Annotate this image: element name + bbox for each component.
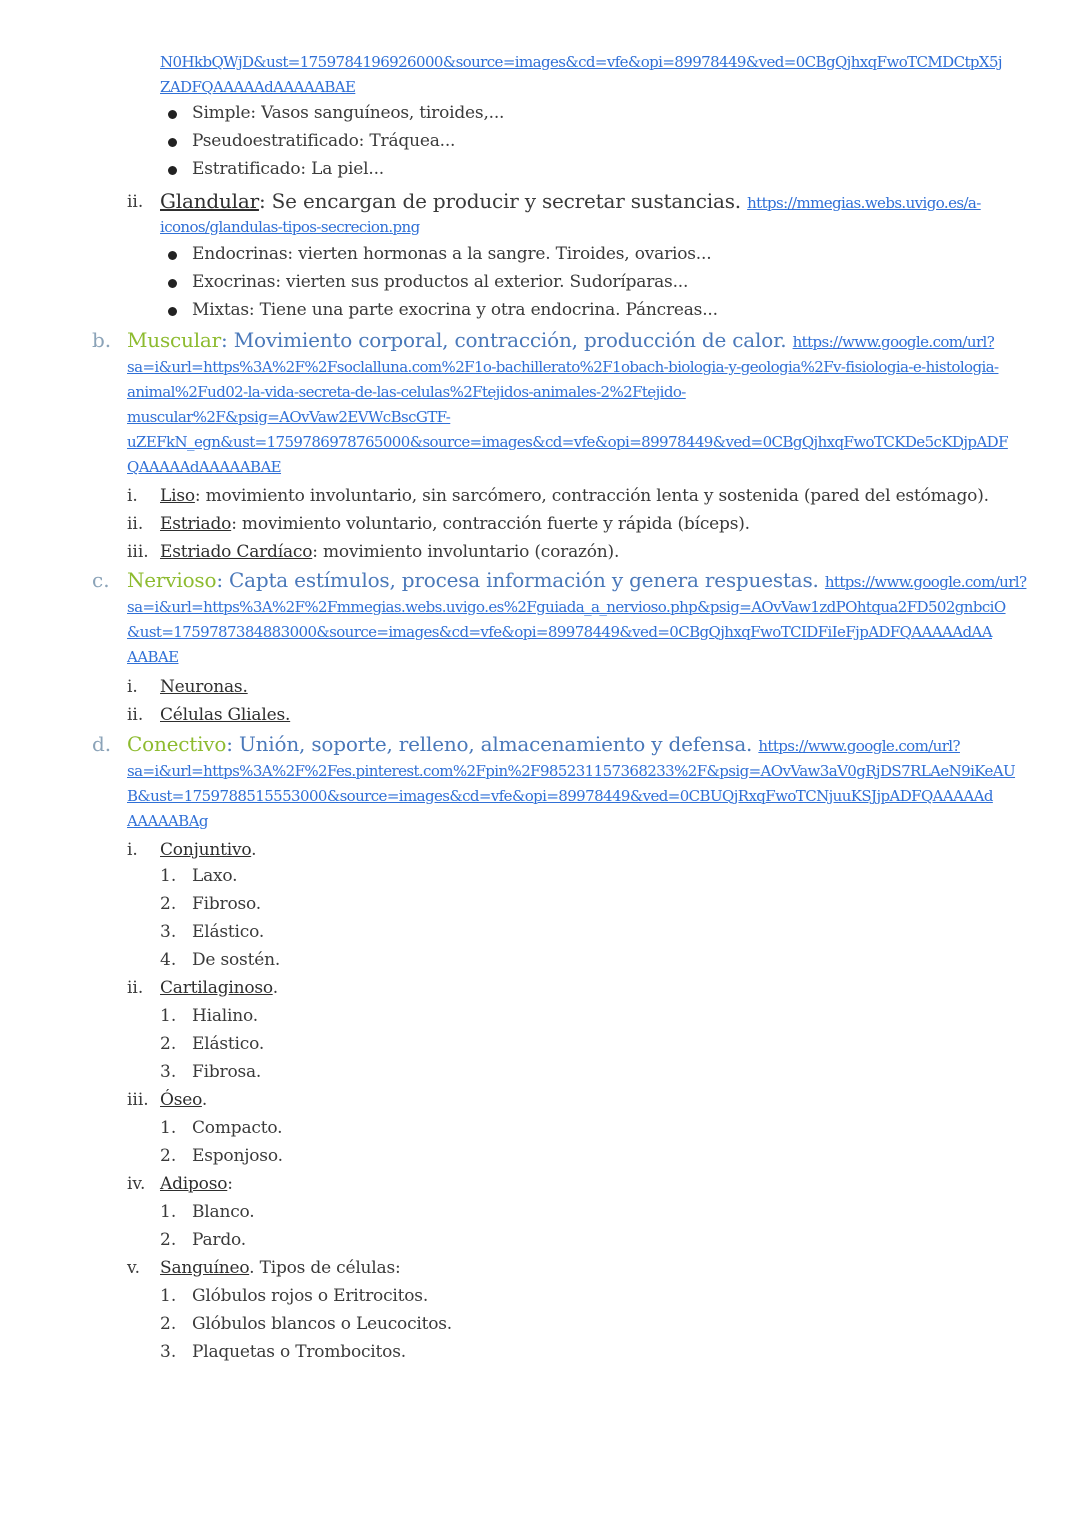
item-name: Células Gliales. <box>160 705 291 725</box>
tissue-group <box>160 1172 233 1197</box>
item-name: Estriado Cardíaco <box>160 542 313 562</box>
group-name: Óseo <box>160 1090 202 1110</box>
list-item: Pseudoestratificado: Tráquea... <box>192 131 456 151</box>
list-item <box>160 540 619 565</box>
conectivo-link[interactable]: https://www.google.com/url? <box>758 737 960 755</box>
tissue-group <box>160 1088 207 1113</box>
group-suffix: . <box>201 1090 208 1110</box>
list-marker: 2. <box>160 1146 177 1166</box>
conectivo-desc: : Unión, soporte, relleno, almacenamiento y defensa. <box>226 732 753 756</box>
tissue-group <box>160 976 278 1001</box>
bullet-icon <box>168 251 177 260</box>
bullet-icon <box>168 110 177 119</box>
glandular-desc: : Se encargan de producir y secretar sustancias. <box>258 189 741 213</box>
list-marker: ii. <box>127 514 144 534</box>
list-item: Estratificado: La piel... <box>192 159 384 179</box>
list-marker: i. <box>127 840 138 860</box>
group-suffix: . Tipos de células: <box>249 1258 401 1278</box>
list-marker: 3. <box>160 922 177 942</box>
list-marker: 1. <box>160 1202 177 1222</box>
top-link-line-2[interactable]: ZADFQAAAAAdAAAAABAE <box>160 78 356 96</box>
muscular-link-line[interactable]: muscular%2F&psig=AOvVaw2EVWcBscGTF- <box>127 408 451 426</box>
group-name: Cartilaginoso <box>160 978 273 998</box>
list-marker: 3. <box>160 1342 177 1362</box>
list-marker: iv. <box>127 1174 146 1194</box>
list-item: De sostén. <box>192 950 281 970</box>
bullet-icon <box>168 307 177 316</box>
list-item: Exocrinas: vierten sus productos al exterior. Sudoríparas... <box>192 272 689 292</box>
list-item: Elástico. <box>192 1034 265 1054</box>
list-marker: 1. <box>160 866 177 886</box>
conectivo-heading <box>127 731 960 760</box>
list-item <box>160 484 989 509</box>
list-marker: i. <box>127 486 138 506</box>
item-desc: : movimiento involuntario (corazón). <box>312 542 620 562</box>
group-suffix: . <box>272 978 278 998</box>
list-marker: iii. <box>127 542 149 562</box>
list-item: Hialino. <box>192 1006 258 1026</box>
list-item: Blanco. <box>192 1202 255 1222</box>
item-name: Neuronas. <box>160 677 248 697</box>
muscular-heading <box>127 327 994 356</box>
list-marker: 2. <box>160 894 177 914</box>
nervioso-link-line[interactable]: AABAE <box>127 648 179 666</box>
muscular-link[interactable]: https://www.google.com/url? <box>792 333 995 351</box>
list-item: Mixtas: Tiene una parte exocrina y otra endocrina. Páncreas... <box>192 300 718 320</box>
bullet-icon <box>168 166 177 175</box>
top-link-line-1[interactable]: N0HkbQWjD&ust=1759784196926000&source=images&cd=vfe&opi=89978449&ved=0CBgQjhxqFwoTCMDCtpX5j <box>160 53 1002 71</box>
list-item <box>160 675 248 700</box>
muscular-link-line[interactable]: sa=i&url=https%3A%2F%2Fsoclalluna.com%2F1o-bachillerato%2F1obach-biologia-y-geologia%2Fv-fisiologia-e-histologia- <box>127 358 999 376</box>
list-marker: 1. <box>160 1286 177 1306</box>
nervioso-link-line[interactable]: &ust=1759787384883000&source=images&cd=vfe&opi=89978449&ved=0CBgQjhxqFwoTCIDFiIeFjpADFQAAAAAdAA <box>127 623 992 641</box>
list-marker: v. <box>127 1258 140 1278</box>
nervioso-heading <box>127 567 1026 596</box>
list-marker: ii. <box>127 192 144 212</box>
list-item: Glóbulos rojos o Eritrocitos. <box>192 1286 429 1306</box>
list-item: Elástico. <box>192 922 265 942</box>
list-marker: i. <box>127 677 138 697</box>
bullet-icon <box>168 279 177 288</box>
section-marker: b. <box>92 328 112 352</box>
list-marker: 4. <box>160 950 177 970</box>
tissue-group <box>160 838 256 863</box>
group-suffix: : <box>227 1174 233 1194</box>
list-item: Fibrosa. <box>192 1062 262 1082</box>
muscular-link-line[interactable]: QAAAAAdAAAAABAE <box>127 458 282 476</box>
list-item <box>160 703 290 728</box>
item-name: Liso <box>160 486 195 506</box>
item-desc: : movimiento involuntario, sin sarcómero, contracción lenta y sostenida (pared del estómago). <box>194 486 989 506</box>
list-item: Glóbulos blancos o Leucocitos. <box>192 1314 453 1334</box>
muscular-title: Muscular <box>127 328 221 352</box>
list-marker: 2. <box>160 1230 177 1250</box>
group-name: Sanguíneo <box>160 1258 250 1278</box>
conectivo-link-line[interactable]: sa=i&url=https%3A%2F%2Fes.pinterest.com%2Fpin%2F985231157368233%2F&psig=AOvVaw3aV0gRjDS7RLAeN9iKeAU <box>127 762 1016 780</box>
list-marker: 2. <box>160 1034 177 1054</box>
list-item: Pardo. <box>192 1230 246 1250</box>
list-item: Simple: Vasos sanguíneos, tiroides,... <box>192 103 505 123</box>
list-item: Fibroso. <box>192 894 261 914</box>
nervioso-desc: : Capta estímulos, procesa información y genera respuestas. <box>216 568 819 592</box>
list-item: Plaquetas o Trombocitos. <box>192 1342 406 1362</box>
group-name: Adiposo <box>160 1174 228 1194</box>
glandular-title: Glandular <box>160 189 259 213</box>
glandular-heading <box>160 188 981 217</box>
list-marker: 1. <box>160 1006 177 1026</box>
list-item: Compacto. <box>192 1118 283 1138</box>
nervioso-link[interactable]: https://www.google.com/url? <box>824 573 1027 591</box>
group-suffix: . <box>251 840 257 860</box>
group-name: Conjuntivo <box>160 840 252 860</box>
conectivo-link-line[interactable]: B&ust=1759788515553000&source=images&cd=vfe&opi=89978449&ved=0CBUQjRxqFwoTCNjuuKSJjpADFQAAAAAd <box>127 787 993 805</box>
list-item: Laxo. <box>192 866 238 886</box>
bullet-icon <box>168 138 177 147</box>
muscular-link-line[interactable]: uZEFkN_egn&ust=1759786978765000&source=images&cd=vfe&opi=89978449&ved=0CBgQjhxqFwoTCKDe5cKDjpADF <box>127 433 1008 451</box>
item-desc: : movimiento voluntario, contracción fuerte y rápida (bíceps). <box>231 514 750 534</box>
glandular-link[interactable]: https://mmegias.webs.uvigo.es/a- <box>747 194 981 212</box>
list-marker: iii. <box>127 1090 149 1110</box>
conectivo-link-line[interactable]: AAAAABAg <box>127 812 208 830</box>
section-marker: c. <box>92 568 110 592</box>
glandular-link-line-2[interactable]: iconos/glandulas-tipos-secrecion.png <box>160 218 420 236</box>
list-marker: 1. <box>160 1118 177 1138</box>
list-item <box>160 512 750 537</box>
list-item: Esponjoso. <box>192 1146 283 1166</box>
nervioso-title: Nervioso <box>127 568 217 592</box>
list-marker: ii. <box>127 705 144 725</box>
list-item: Endocrinas: vierten hormonas a la sangre. Tiroides, ovarios... <box>192 244 712 264</box>
muscular-link-line[interactable]: animal%2Fud02-la-vida-secreta-de-las-celulas%2Ftejidos-animales-2%2Ftejido- <box>127 383 686 401</box>
list-marker: 2. <box>160 1314 177 1334</box>
list-marker: ii. <box>127 978 144 998</box>
muscular-desc: : Movimiento corporal, contracción, producción de calor. <box>221 328 787 352</box>
conectivo-title: Conectivo <box>127 732 227 756</box>
list-marker: 3. <box>160 1062 177 1082</box>
section-marker: d. <box>92 732 112 756</box>
nervioso-link-line[interactable]: sa=i&url=https%3A%2F%2Fmmegias.webs.uvigo.es%2Fguiada_a_nervioso.php&psig=AOvVaw1zdPOhtqua2FD502gnbciO <box>127 598 1006 616</box>
item-name: Estriado <box>160 514 232 534</box>
tissue-group <box>160 1256 401 1281</box>
